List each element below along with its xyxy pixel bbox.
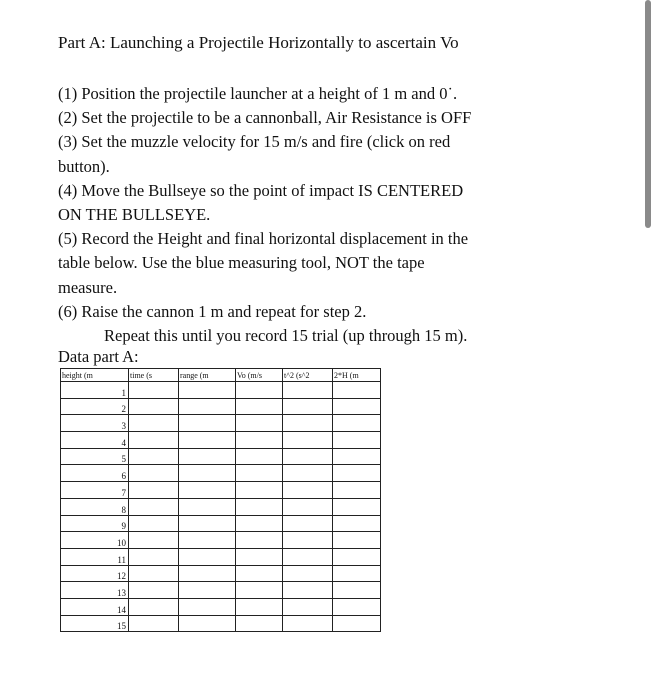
row-number: 12 <box>61 565 129 582</box>
table-cell[interactable] <box>333 382 381 399</box>
table-cell[interactable] <box>283 415 333 432</box>
step-5: (5) Record the Height and final horizontal displacement in the <box>58 229 469 249</box>
table-cell[interactable] <box>236 532 283 549</box>
table-cell[interactable] <box>283 482 333 499</box>
table-cell[interactable] <box>236 582 283 599</box>
table-cell[interactable] <box>236 498 283 515</box>
row-number: 10 <box>61 532 129 549</box>
table-cell[interactable] <box>179 598 236 615</box>
table-cell[interactable] <box>179 615 236 632</box>
row-number: 5 <box>61 448 129 465</box>
instructions <box>58 82 598 348</box>
table-row <box>61 598 381 615</box>
table-cell[interactable] <box>129 615 179 632</box>
table-cell[interactable] <box>129 598 179 615</box>
table-header-row <box>61 369 381 382</box>
table-row <box>61 548 381 565</box>
table-cell[interactable] <box>129 498 179 515</box>
table-cell[interactable] <box>333 582 381 599</box>
table-cell[interactable] <box>129 398 179 415</box>
table-cell[interactable] <box>333 498 381 515</box>
part-a-title: Part A: Launching a Projectile Horizontally to ascertain Vo <box>58 33 459 52</box>
header-t-squared: t^2 (s^2 <box>283 369 333 382</box>
row-number: 9 <box>61 515 129 532</box>
table-row <box>61 615 381 632</box>
table-cell[interactable] <box>333 548 381 565</box>
table-cell[interactable] <box>129 415 179 432</box>
step-3: (3) Set the muzzle velocity for 15 m/s and fire (click on red <box>58 132 451 152</box>
table-cell[interactable] <box>179 532 236 549</box>
table-row <box>61 382 381 399</box>
step-5-cont-2: measure. <box>58 277 118 297</box>
table-cell[interactable] <box>179 565 236 582</box>
table-cell[interactable] <box>129 548 179 565</box>
table-row <box>61 465 381 482</box>
table-cell[interactable] <box>283 398 333 415</box>
table-row <box>61 448 381 465</box>
table-cell[interactable] <box>129 448 179 465</box>
table-cell[interactable] <box>179 398 236 415</box>
table-cell[interactable] <box>179 432 236 449</box>
step-5-cont: table below. Use the blue measuring tool, NOT the tape <box>58 253 425 273</box>
header-2h: 2*H (m <box>333 369 381 382</box>
table-cell[interactable] <box>333 482 381 499</box>
table-cell[interactable] <box>283 548 333 565</box>
table-cell[interactable] <box>333 415 381 432</box>
table-cell[interactable] <box>236 598 283 615</box>
table-cell[interactable] <box>333 448 381 465</box>
table-cell[interactable] <box>283 515 333 532</box>
table-row <box>61 515 381 532</box>
table-cell[interactable] <box>236 465 283 482</box>
table-cell[interactable] <box>333 398 381 415</box>
table-cell[interactable] <box>236 398 283 415</box>
table-cell[interactable] <box>236 515 283 532</box>
table-cell[interactable] <box>283 448 333 465</box>
table-cell[interactable] <box>283 465 333 482</box>
table-cell[interactable] <box>236 448 283 465</box>
step-4: (4) Move the Bullseye so the point of impact IS CENTERED <box>58 180 464 200</box>
header-height: height (m <box>61 369 129 382</box>
row-number: 1 <box>61 382 129 399</box>
step-6: (6) Raise the cannon 1 m and repeat for step 2. <box>58 301 367 321</box>
table-row <box>61 532 381 549</box>
table-cell[interactable] <box>179 548 236 565</box>
table-cell[interactable] <box>129 515 179 532</box>
table-row <box>61 432 381 449</box>
table-row <box>61 398 381 415</box>
row-number: 3 <box>61 415 129 432</box>
repeat-note: Repeat this until you record 15 trial (up through 15 m). <box>104 326 468 346</box>
step-4-cont: ON THE BULLSEYE. <box>58 205 211 225</box>
table-cell[interactable] <box>179 582 236 599</box>
table-cell[interactable] <box>179 448 236 465</box>
table-cell[interactable] <box>236 565 283 582</box>
table-cell[interactable] <box>129 482 179 499</box>
step-1: (1) Position the projectile launcher at a height of 1 m and 0˙. <box>58 84 458 103</box>
table-cell[interactable] <box>179 498 236 515</box>
table-row <box>61 582 381 599</box>
table-cell[interactable] <box>236 615 283 632</box>
row-number: 4 <box>61 432 129 449</box>
table-cell[interactable] <box>129 382 179 399</box>
step-3-cont: button). <box>58 156 110 176</box>
table-cell[interactable] <box>333 598 381 615</box>
table-cell[interactable] <box>179 382 236 399</box>
row-number: 14 <box>61 598 129 615</box>
table-cell[interactable] <box>333 465 381 482</box>
header-vo: Vo (m/s <box>236 369 283 382</box>
table-cell[interactable] <box>333 615 381 632</box>
table-cell[interactable] <box>179 415 236 432</box>
table-cell[interactable] <box>129 565 179 582</box>
table-row <box>61 565 381 582</box>
table-cell[interactable] <box>236 432 283 449</box>
header-time: time (s <box>129 369 179 382</box>
table-cell[interactable] <box>333 532 381 549</box>
row-number: 11 <box>61 548 129 565</box>
table-body <box>61 382 381 632</box>
table-cell[interactable] <box>333 432 381 449</box>
table-row <box>61 415 381 432</box>
table-cell[interactable] <box>283 382 333 399</box>
data-table <box>60 368 381 632</box>
row-number: 2 <box>61 398 129 415</box>
table-cell[interactable] <box>236 548 283 565</box>
table-cell[interactable] <box>333 565 381 582</box>
table-cell[interactable] <box>283 432 333 449</box>
row-number: 13 <box>61 582 129 599</box>
scrollbar[interactable] <box>645 0 651 228</box>
table-cell[interactable] <box>179 482 236 499</box>
table-cell[interactable] <box>283 532 333 549</box>
table-cell[interactable] <box>129 532 179 549</box>
table-cell[interactable] <box>129 465 179 482</box>
row-number: 15 <box>61 615 129 632</box>
header-range: range (m <box>179 369 236 382</box>
table-cell[interactable] <box>236 415 283 432</box>
table-cell[interactable] <box>283 615 333 632</box>
data-part-a-label: Data part A: <box>58 347 139 366</box>
row-number: 8 <box>61 498 129 515</box>
table-cell[interactable] <box>283 582 333 599</box>
table-cell[interactable] <box>129 582 179 599</box>
table-cell[interactable] <box>129 432 179 449</box>
step-2: (2) Set the projectile to be a cannonball, Air Resistance is OFF <box>58 108 472 128</box>
table-cell[interactable] <box>333 515 381 532</box>
table-row <box>61 498 381 515</box>
table-row <box>61 482 381 499</box>
table-cell[interactable] <box>236 482 283 499</box>
table-cell[interactable] <box>236 382 283 399</box>
table-cell[interactable] <box>283 565 333 582</box>
table-cell[interactable] <box>283 598 333 615</box>
table-cell[interactable] <box>179 515 236 532</box>
row-number: 7 <box>61 482 129 499</box>
table-cell[interactable] <box>283 498 333 515</box>
row-number: 6 <box>61 465 129 482</box>
table-cell[interactable] <box>179 465 236 482</box>
